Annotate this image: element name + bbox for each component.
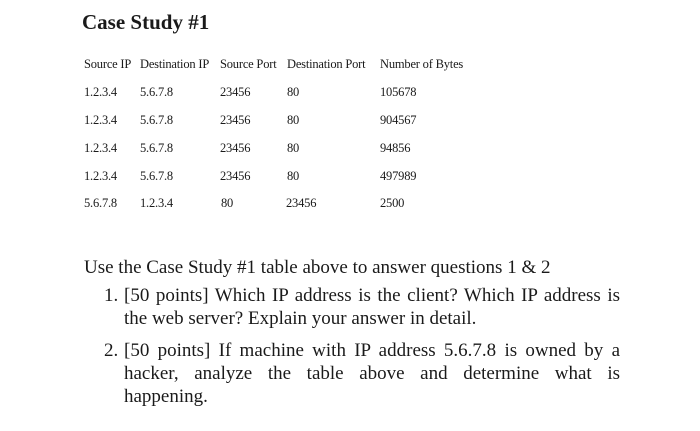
question-item	[104, 284, 620, 330]
cell-number-of-bytes: 94856	[380, 141, 411, 155]
cell-source-ip: 1.2.3.4	[84, 85, 117, 99]
cell-destination-ip: 5.6.7.8	[140, 169, 173, 183]
cell-source-ip: 1.2.3.4	[84, 113, 117, 127]
cell-destination-ip: 1.2.3.4	[140, 196, 173, 210]
question-text: [50 points] Which IP address is the client? Which IP address is the web server? Explain your answer in detail.	[124, 285, 620, 329]
cell-destination-port: 23456	[286, 196, 317, 210]
cell-source-ip: 5.6.7.8	[84, 196, 117, 210]
cell-destination-port: 80	[287, 169, 300, 183]
cell-source-port: 23456	[220, 85, 251, 99]
header-number-of-bytes: Number of Bytes	[380, 57, 464, 71]
cell-number-of-bytes: 497989	[380, 169, 417, 183]
cell-source-port: 23456	[220, 141, 251, 155]
cell-source-ip: 1.2.3.4	[84, 169, 117, 183]
instructions: Use the Case Study #1 table above to answer questions 1 & 2	[84, 257, 551, 278]
cell-number-of-bytes: 904567	[380, 113, 417, 127]
question-item	[104, 339, 620, 408]
cell-destination-port: 80	[287, 113, 300, 127]
header-source-port: Source Port	[220, 57, 277, 71]
question-list	[104, 284, 620, 417]
cell-destination-ip: 5.6.7.8	[140, 85, 173, 99]
question-text: [50 points] If machine with IP address 5.6.7.8 is owned by a hacker, analyze the table above and determine what is happening.	[124, 340, 620, 407]
cell-source-port: 80	[221, 196, 234, 210]
header-destination-ip: Destination IP	[140, 57, 210, 71]
cell-destination-ip: 5.6.7.8	[140, 141, 173, 155]
cell-destination-port: 80	[287, 85, 300, 99]
cell-source-port: 23456	[220, 169, 251, 183]
cell-destination-port: 80	[287, 141, 300, 155]
question-number: 2.	[104, 340, 119, 361]
cell-destination-ip: 5.6.7.8	[140, 113, 173, 127]
cell-source-port: 23456	[220, 113, 251, 127]
page-title: Case Study #1	[82, 10, 210, 34]
cell-number-of-bytes: 2500	[380, 196, 405, 210]
cell-number-of-bytes: 105678	[380, 85, 417, 99]
question-number: 1.	[104, 285, 119, 306]
header-source-ip: Source IP	[84, 57, 132, 71]
header-destination-port: Destination Port	[287, 57, 366, 71]
cell-source-ip: 1.2.3.4	[84, 141, 117, 155]
